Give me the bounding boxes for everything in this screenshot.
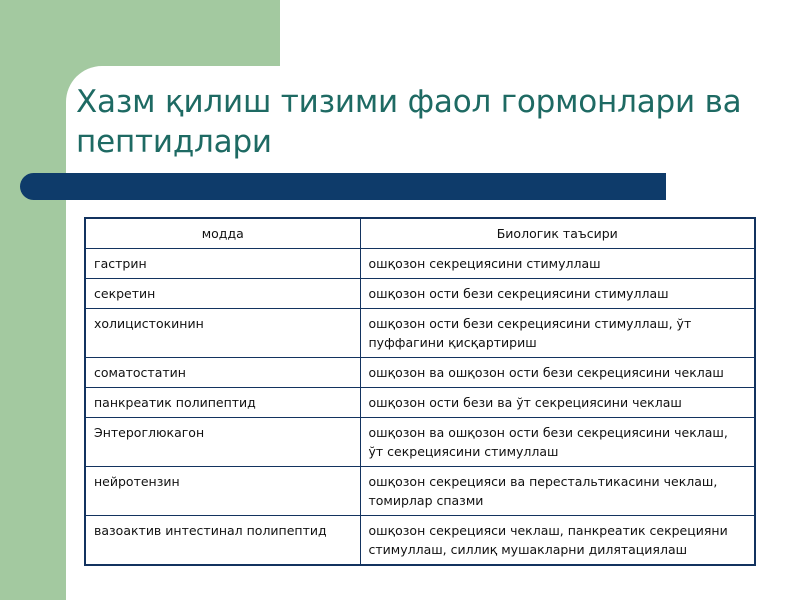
header-biological-effect: Биологик таъсири: [360, 218, 755, 249]
table-row: [85, 467, 755, 516]
table-row: [85, 388, 755, 418]
cell-effect: ошқозон секрецияси чеклаш, панкреатик секрецияни стимуллаш, силлиқ мушакларни дилятациялаш: [360, 516, 755, 566]
cell-effect: ошқозон ости бези секрециясини стимуллаш, ўт пуффагини қисқартириш: [360, 309, 755, 358]
cell-substance: секретин: [85, 279, 360, 309]
table-row: [85, 309, 755, 358]
hormones-table-container: [84, 217, 754, 566]
cell-substance: Энтероглюкагон: [85, 418, 360, 467]
title-accent-bar: [20, 173, 666, 200]
header-substance: модда: [85, 218, 360, 249]
table-row: [85, 516, 755, 566]
table-row: [85, 249, 755, 279]
table-row: [85, 358, 755, 388]
table-row: [85, 279, 755, 309]
cell-substance: холицистокинин: [85, 309, 360, 358]
table-header-row: [85, 218, 755, 249]
cell-effect: ошқозон секрецияси ва перестальтикасини чеклаш, томирлар спазми: [360, 467, 755, 516]
cell-effect: ошқозон ости бези ва ўт секрециясини чеклаш: [360, 388, 755, 418]
slide-title: Хазм қилиш тизими фаол гормонлари ва пептидлари: [76, 84, 742, 160]
cell-effect: ошқозон ости бези секрециясини стимуллаш: [360, 279, 755, 309]
hormones-table: [84, 217, 756, 566]
cell-substance: гастрин: [85, 249, 360, 279]
cell-effect: ошқозон ва ошқозон ости бези секрециясини чеклаш: [360, 358, 755, 388]
cell-effect: ошқозон ва ошқозон ости бези секрециясини чеклаш, ўт секрециясини стимуллаш: [360, 418, 755, 467]
cell-substance: соматостатин: [85, 358, 360, 388]
cell-substance: панкреатик полипептид: [85, 388, 360, 418]
cell-effect: ошқозон секрециясини стимуллаш: [360, 249, 755, 279]
cell-substance: нейротензин: [85, 467, 360, 516]
cell-substance: вазоактив интестинал полипептид: [85, 516, 360, 566]
table-row: [85, 418, 755, 467]
